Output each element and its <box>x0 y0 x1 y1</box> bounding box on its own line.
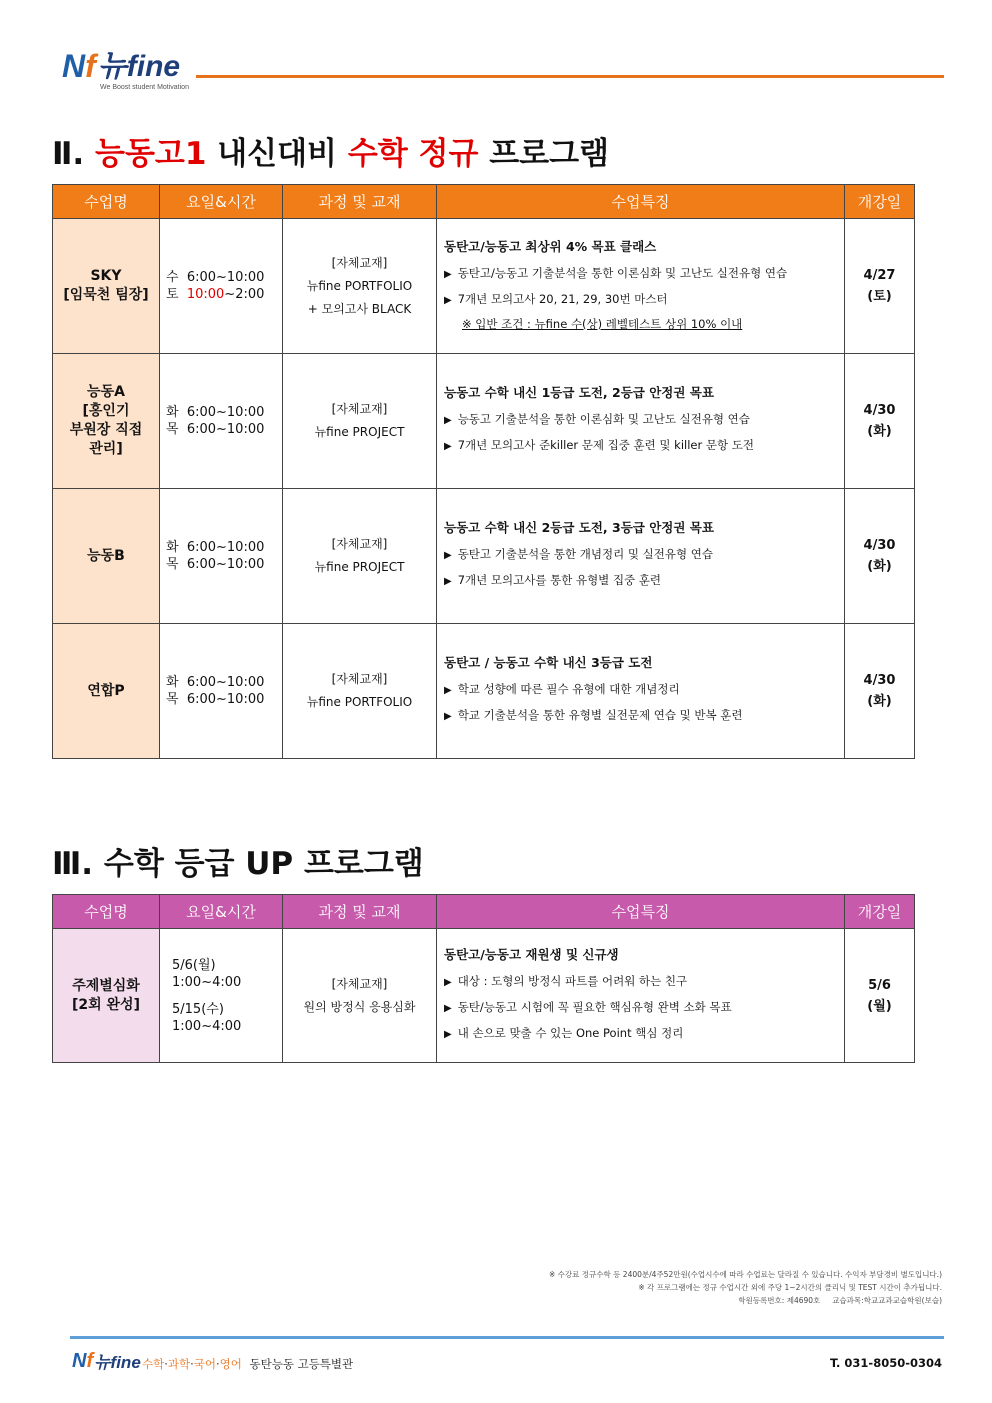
table-header-row <box>53 185 915 219</box>
class-time: 화 6:00~10:00 목 6:00~10:00 <box>160 354 283 489</box>
class-time: 5/6(월) 1:00~4:00 5/15(수) 1:00~4:00 <box>160 929 283 1063</box>
class-material: [자체교재] 뉴fine PROJECT <box>283 489 437 624</box>
class-material: [자체교재] 뉴fine PROJECT <box>283 354 437 489</box>
col-header-material: 과정 및 교재 <box>283 185 437 219</box>
bullet-triangle-icon: ▶ <box>444 269 452 280</box>
footer-phone: T. 031-8050-0304 <box>829 1356 942 1370</box>
col-header-feature: 수업특징 <box>437 185 845 219</box>
footer-center-name: 동탄능동 고등특별관 <box>249 1357 354 1371</box>
header-divider <box>196 75 944 78</box>
table-row <box>53 489 915 624</box>
class-name: 능동B <box>53 489 160 624</box>
logo-word: 뉴fine <box>97 50 181 83</box>
logo-mark: Nf <box>62 48 96 84</box>
admission-note: ※ 입반 조건 : 뉴fine 수(상) 레벨테스트 상위 10% 이내 <box>462 317 743 331</box>
col-header-feature: 수업특징 <box>437 895 845 929</box>
class-name: SKY [임묵천 팀장] <box>53 219 160 354</box>
bullet-triangle-icon: ▶ <box>444 976 452 988</box>
class-features: 동탄고 / 능동고 수학 내신 3등급 도전 ▶ 학교 성향에 따른 필수 유형에 대한 개념정리 ▶ 학교 기출분석을 통한 유형별 실전문제 연습 및 반복 훈련 <box>437 624 845 759</box>
col-header-class: 수업명 <box>53 895 160 929</box>
class-open-date: 5/6 (월) <box>845 929 915 1063</box>
class-time: 화 6:00~10:00 목 6:00~10:00 <box>160 489 283 624</box>
brand-tagline: We Boost student Motivation <box>100 84 189 91</box>
class-material: [자체교재] 뉴fine PORTFOLIO + 모의고사 BLACK <box>283 219 437 354</box>
table-header-row <box>53 895 915 929</box>
class-features: 능동고 수학 내신 1등급 도전, 2등급 안정권 목표 ▶ 능동고 기출분석을 통한 이론심화 및 고난도 실전유형 연습 ▶ 7개년 모의고사 준killer 문제 집중 훈련 및 killer 문항 도전 <box>437 354 845 489</box>
bullet-triangle-icon: ▶ <box>444 550 452 561</box>
bullet-triangle-icon: ▶ <box>444 1002 452 1014</box>
footer-subjects: 수학·과학·국어·영어 동탄능동 고등특별관 <box>142 1357 354 1371</box>
class-name: 능동A [홍인기 부원장 직접 관리] <box>53 354 160 489</box>
section3-title: Ⅲ. 수학 등급 UP 프로그램 <box>52 846 424 882</box>
bullet-triangle-icon: ▶ <box>444 576 452 587</box>
table-row <box>53 219 915 354</box>
regular-program-table <box>52 184 915 759</box>
class-features: 능동고 수학 내신 2등급 도전, 3등급 안정권 목표 ▶ 동탄고 기출분석을 통한 개념정리 및 실전유형 연습 ▶ 7개년 모의고사를 통한 유형별 집중 훈련 <box>437 489 845 624</box>
class-time: 화 6:00~10:00 목 6:00~10:00 <box>160 624 283 759</box>
logo-word: 뉴fine <box>94 1353 141 1372</box>
table-row <box>53 929 915 1063</box>
bullet-triangle-icon: ▶ <box>444 415 452 426</box>
class-name: 주제별심화 [2회 완성] <box>53 929 160 1063</box>
footnotes: ※ 수강료 정규수학 등 2400분/4주52만원(수업시수에 따라 수업료는 달라질 수 있습니다. 수익자 부담경비 별도입니다.) ※ 각 프로그램에는 정규 수업시간 외에 주당 1~2시간의 클리닉 및 TEST 시간이 추가됩니다. 학원등록번호: 제4690호 교습과목:학교교과교습학원(보습) <box>549 1270 942 1305</box>
col-header-material: 과정 및 교재 <box>283 895 437 929</box>
section2-title: Ⅱ. 능동고1 내신대비 수학 정규 프로그램 <box>52 136 609 172</box>
col-header-time: 요일&시간 <box>160 185 283 219</box>
col-header-time: 요일&시간 <box>160 895 283 929</box>
logo-mark: Nf <box>72 1350 94 1372</box>
class-name: 연합P <box>53 624 160 759</box>
col-header-open: 개강일 <box>845 895 915 929</box>
table-row <box>53 624 915 759</box>
class-material: [자체교재] 원의 방정식 응용심화 <box>283 929 437 1063</box>
brand-logo <box>62 50 180 82</box>
footer-divider <box>70 1336 944 1339</box>
class-features: 동탄고/능동고 재원생 및 신규생 ▶ 대상 : 도형의 방정식 파트를 어려워 하는 친구 ▶ 동탄/능동고 시험에 꼭 필요한 핵심유형 완벽 소화 목표 ▶ 내 손으로 맞출 수 있는 One Point 핵심 정리 <box>437 929 845 1063</box>
table-row <box>53 354 915 489</box>
bullet-triangle-icon: ▶ <box>444 685 452 696</box>
col-header-class: 수업명 <box>53 185 160 219</box>
col-header-open: 개강일 <box>845 185 915 219</box>
class-open-date: 4/27 (토) <box>845 219 915 354</box>
grade-up-program-table <box>52 894 915 1063</box>
footer-logo <box>72 1351 141 1371</box>
bullet-triangle-icon: ▶ <box>444 441 452 452</box>
class-time: 수 6:00~10:00 토 10:00~2:00 <box>160 219 283 354</box>
class-material: [자체교재] 뉴fine PORTFOLIO <box>283 624 437 759</box>
class-open-date: 4/30 (화) <box>845 354 915 489</box>
class-open-date: 4/30 (화) <box>845 489 915 624</box>
bullet-triangle-icon: ▶ <box>444 295 452 306</box>
class-open-date: 4/30 (화) <box>845 624 915 759</box>
bullet-triangle-icon: ▶ <box>444 1028 452 1040</box>
class-features: 동탄고/능동고 최상위 4% 목표 클래스 ▶ 동탄고/능동고 기출분석을 통한 이론심화 및 고난도 실전유형 연습 ▶ 7개년 모의고사 20, 21, 29, 30번 마스터 ※ 입반 조건 : 뉴fine 수(상) 레벨테스트 상위 10% 이내 <box>437 219 845 354</box>
bullet-triangle-icon: ▶ <box>444 711 452 722</box>
